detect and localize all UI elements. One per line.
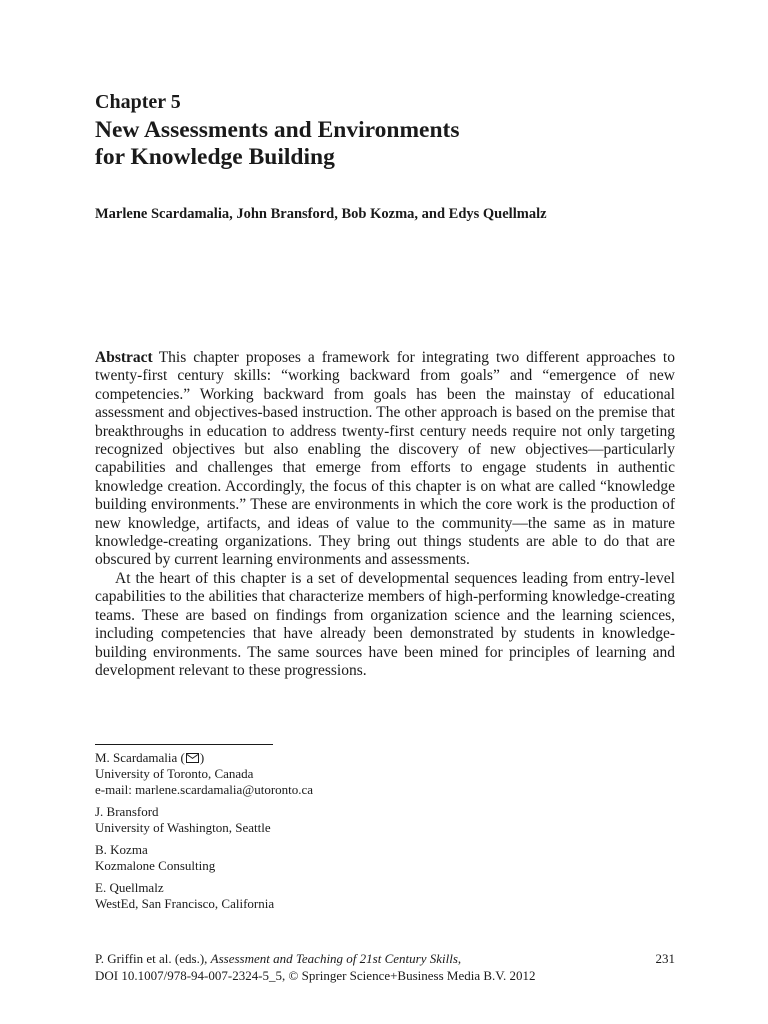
abstract-label: Abstract	[95, 349, 153, 366]
citation-editors: P. Griffin et al. (eds.),	[95, 951, 211, 966]
affiliation-name: J. Bransford	[95, 804, 159, 819]
doi-line: DOI 10.1007/978-94-007-2324-5_5, © Springer Science+Business Media B.V. 2012	[95, 968, 536, 983]
abstract-paragraph-2: At the heart of this chapter is a set of developmental sequences leading from entry-level capabilities to the abilities that characterize members of high-performing knowledge-creating teams. These are based on findings from organization science and the learning sciences, including competencies that have already been demonstrated by students in knowledge-building environments. The same sources have been mined for principles of learning and development relevant to these progressions.	[95, 569, 675, 679]
affiliation-email[interactable]: e-mail: marlene.scardamalia@utoronto.ca	[95, 782, 314, 797]
affiliations	[95, 750, 313, 918]
abstract	[95, 349, 675, 680]
affiliation-bransford	[95, 804, 313, 836]
chapter-title-line-2: for Knowledge Building	[95, 144, 335, 170]
abstract-paragraph-1	[95, 349, 675, 570]
chapter-title-line-1: New Assessments and Environments	[95, 117, 460, 143]
abstract-text-1: This chapter proposes a framework for integrating two different approaches to twenty-first century skills: “working backward from goals” and “emergence of new competencies.” Working backward from goals has been the mainstay of educational assessment and objectives-based instruction. The other approach is based on the premise that breakthroughs in education to address twenty-first century needs require not only targeting recognized objectives but also enabling the discovery of new objectives—particularly capabilities and challenges that emerge from efforts to engage students in authentic knowledge creation. Accordingly, the focus of this chapter is on what are called “knowledge building environments.” These are environments in which the core work is the production of new knowledge, artifacts, and ideas of value to the community—the same as in mature knowledge-creating organizations. They bring out things students are able to do that are obscured by current learning environments and assessments.	[95, 349, 675, 569]
affiliation-scardamalia	[95, 750, 313, 798]
affiliation-kozma	[95, 842, 313, 874]
affiliation-name-suffix: )	[199, 750, 205, 765]
affiliation-institution: University of Washington, Seattle	[95, 820, 271, 835]
chapter-title	[95, 117, 695, 171]
author-list: Marlene Scardamalia, John Bransford, Bob Kozma, and Edys Quellmalz	[95, 206, 547, 222]
footnote-rule	[95, 744, 273, 745]
page-footer	[95, 950, 675, 984]
affiliation-institution: Kozmalone Consulting	[95, 858, 216, 873]
envelope-icon	[186, 753, 199, 763]
citation-book-title: Assessment and Teaching of 21st Century Skills	[210, 951, 458, 966]
chapter-label: Chapter 5	[95, 91, 181, 113]
page-number: 231	[655, 951, 675, 966]
affiliation-quellmalz	[95, 880, 313, 912]
affiliation-name: E. Quellmalz	[95, 880, 164, 895]
affiliation-name: B. Kozma	[95, 842, 148, 857]
citation: P. Griffin et al. (eds.), Assessment and Teaching of 21st Century Skills,	[95, 951, 462, 966]
affiliation-institution: University of Toronto, Canada	[95, 766, 254, 781]
affiliation-name: M. Scardamalia (	[95, 750, 185, 765]
affiliation-institution: WestEd, San Francisco, California	[95, 896, 275, 911]
